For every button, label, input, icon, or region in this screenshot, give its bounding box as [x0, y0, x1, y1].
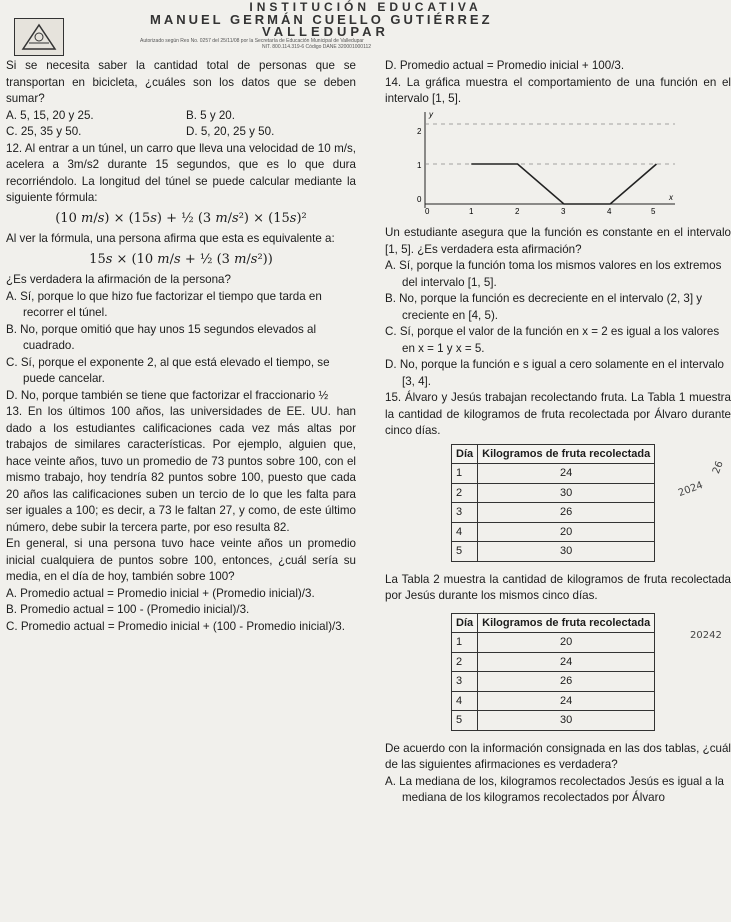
option-12-a: A. Sí, porque lo que hizo fue factorizar el tiempo que tarda en recorrer el túnel.: [6, 289, 322, 319]
table-row: [452, 691, 655, 711]
document-header: [0, 0, 731, 56]
question-12-question: ¿Es verdadera la afirmación de la persona?: [6, 273, 231, 286]
school-name: MANUEL GERMÁN CUELLO GUTIÉRREZ: [150, 12, 493, 27]
x-tick-1: 1: [469, 206, 474, 216]
table-header: Día: [452, 444, 478, 464]
option-12-c: C. Sí, porque el exponente 2, al que está elevado el tiempo, se puede cancelar.: [6, 355, 330, 385]
school-crest-icon: [14, 18, 64, 56]
table-cell: 20: [478, 633, 655, 653]
option-15-a: A. La mediana de los, kilogramos recolectados Jesús es igual a la mediana de los kilogramos recolectados por Álvaro: [385, 774, 724, 804]
table-row: [452, 464, 655, 484]
left-column: [6, 58, 356, 635]
option-13-b: B. Promedio actual = 100 - (Promedio inicial)/3.: [6, 603, 250, 616]
handwritten-note: 2024: [676, 479, 705, 500]
table-header: Kilogramos de fruta recolectada: [478, 444, 655, 464]
table-row: [452, 483, 655, 503]
table-cell: 1: [452, 633, 478, 653]
institution-label: INSTITUCIÓN EDUCATIVA: [249, 0, 482, 14]
option-11-d: D. 5, 20, 25 y 50.: [186, 125, 275, 138]
table-cell: 5: [452, 542, 478, 562]
table-header: Kilogramos de fruta recolectada: [478, 613, 655, 633]
table-cell: 30: [478, 542, 655, 562]
question-14-claim: Un estudiante asegura que la función es constante en el intervalo [1, 5]. ¿Es verdadera esta afirmación?: [385, 226, 731, 256]
table-row: [452, 672, 655, 692]
question-11-options-row1: [6, 108, 356, 125]
option-14-d: D. No, porque la función e s igual a cero solamente en el intervalo [3, 4].: [385, 358, 724, 388]
nit-text: NIT. 800.114.319-6 Código DANE 320001000112: [262, 44, 372, 50]
y-tick-0: 0: [417, 194, 422, 204]
table-cell: 26: [478, 503, 655, 523]
question-11-options-row2: [6, 124, 356, 141]
table-1: [451, 444, 655, 562]
authorization-text: Autorizado según Res No. 0257 del 25/11/08 por la Secretaría de Educación Municipal de Valledupar: [140, 38, 364, 44]
option-14-c: C. Sí, porque el valor de la función en x = 2 es igual a los valores en x = 1 y x = 5.: [385, 325, 720, 355]
table-header-row: [452, 444, 655, 464]
table-cell: 24: [478, 652, 655, 672]
table-header: Día: [452, 613, 478, 633]
handwritten-note: 20242: [690, 630, 722, 641]
function-line: [471, 164, 656, 204]
question-12-stem: 12. Al entrar a un túnel, un carro que lleva una velocidad de 10 m/s, acelera a 3m/s2 durante 15 segundos, que es lo que dura recorriéndolo. La longitud del túnel se puede calcular mediante la siguiente fórmula:: [6, 141, 356, 204]
option-13-a: A. Promedio actual = Promedio inicial + (Promedio inicial)/3.: [6, 586, 315, 600]
option-11-a: A. 5, 15, 20 y 25.: [6, 108, 94, 122]
question-12-mid: Al ver la fórmula, una persona afirma que esta es equivalente a:: [6, 232, 335, 245]
question-15-question: De acuerdo con la información consignada en las dos tablas, ¿cuál de las siguientes afirmaciones es verdadera?: [385, 741, 731, 771]
formula-1: (10 m/s) × (15s) + ½ (3 m/s²) × (15s)²: [55, 210, 307, 226]
table-header-row: [452, 613, 655, 633]
table-cell: 26: [478, 672, 655, 692]
x-axis-label: x: [669, 192, 673, 202]
x-tick-3: 3: [561, 206, 566, 216]
question-11-stem: Si se necesita saber la cantidad total de personas que se transportan en bicicleta, ¿cuáles son los datos que se deben sumar?: [6, 59, 356, 105]
table-row: [452, 652, 655, 672]
question-13-stem-2: En general, si una persona tuvo hace veinte años un promedio inicial cualquiera de puntos sobre 100, entonces, ¿cuál sería su media, en el día de hoy, también sobre 100?: [6, 537, 356, 583]
table-2: [451, 613, 655, 731]
y-tick-1: 1: [417, 160, 422, 170]
table-row: [452, 633, 655, 653]
option-11-c: C. 25, 35 y 50.: [6, 125, 82, 138]
table-cell: 20: [478, 522, 655, 542]
y-axis-label: y: [429, 109, 433, 119]
option-13-d: D. Promedio actual = Promedio inicial + 100/3.: [385, 59, 625, 72]
table-cell: 3: [452, 672, 478, 692]
question-14-stem: 14. La gráfica muestra el comportamiento de una función en el intervalo [1, 5].: [385, 75, 731, 105]
table-cell: 4: [452, 691, 478, 711]
formula-2: 15s × (10 m/s + ½ (3 m/s²)): [89, 251, 273, 267]
function-graph: [385, 108, 685, 220]
x-tick-2: 2: [515, 206, 520, 216]
x-tick-5: 5: [651, 206, 656, 216]
table-cell: 24: [478, 691, 655, 711]
right-column: [385, 58, 731, 807]
table-row: [452, 542, 655, 562]
table-row: [452, 522, 655, 542]
table-cell: 5: [452, 711, 478, 731]
option-14-a: A. Sí, porque la función toma los mismos valores en los extremos del intervalo [1, 5].: [385, 259, 722, 289]
option-14-b: B. No, porque la función es decreciente en el intervalo (2, 3] y creciente en [4, 5).: [385, 292, 703, 322]
option-11-b: B. 5 y 20.: [186, 108, 235, 122]
table-cell: 30: [478, 711, 655, 731]
table-row: [452, 711, 655, 731]
city-name: VALLEDUPAR: [262, 24, 389, 39]
table-cell: 4: [452, 522, 478, 542]
question-13-stem: 13. En los últimos 100 años, las universidades de EE. UU. han dado a los estudiantes calificaciones cada vez más altas por trabajos de similares características. Por ejemplo, alguien que, hace veinte años, tuvo un promedio de 73 puntos sobre 100, con el mismo trabajo, hoy tendría 82 puntos sobre 100, puesto que cada 20 años las calificaciones suben un tercio de lo que les falta para ser iguales a 100; es decir, a 73 le faltan 27, y como, de este último número, debe subir la tercera parte, por eso resulta 82.: [6, 405, 356, 534]
x-tick-4: 4: [607, 206, 612, 216]
question-15-stem: 15. Álvaro y Jesús trabajan recolectando fruta. La Tabla 1 muestra la cantidad de kilogramos de fruta recolectada por Álvaro durante cinco días.: [385, 391, 731, 437]
option-12-d: D. No, porque también se tiene que factorizar el fraccionario ½: [6, 388, 329, 402]
table-cell: 1: [452, 464, 478, 484]
table-cell: 2: [452, 652, 478, 672]
table-cell: 30: [478, 483, 655, 503]
x-tick-0: 0: [425, 206, 430, 216]
y-tick-2: 2: [417, 126, 422, 136]
table-row: [452, 503, 655, 523]
table-cell: 2: [452, 483, 478, 503]
option-13-c: C. Promedio actual = Promedio inicial + (100 - Promedio inicial)/3.: [6, 619, 345, 633]
question-15-mid: La Tabla 2 muestra la cantidad de kilogramos de fruta recolectada por Jesús durante los mismos cinco días.: [385, 572, 731, 602]
option-12-b: B. No, porque omitió que hay unos 15 segundos elevados al cuadrado.: [6, 322, 317, 352]
handwritten-note: 26: [711, 459, 726, 476]
table-cell: 3: [452, 503, 478, 523]
table-cell: 24: [478, 464, 655, 484]
